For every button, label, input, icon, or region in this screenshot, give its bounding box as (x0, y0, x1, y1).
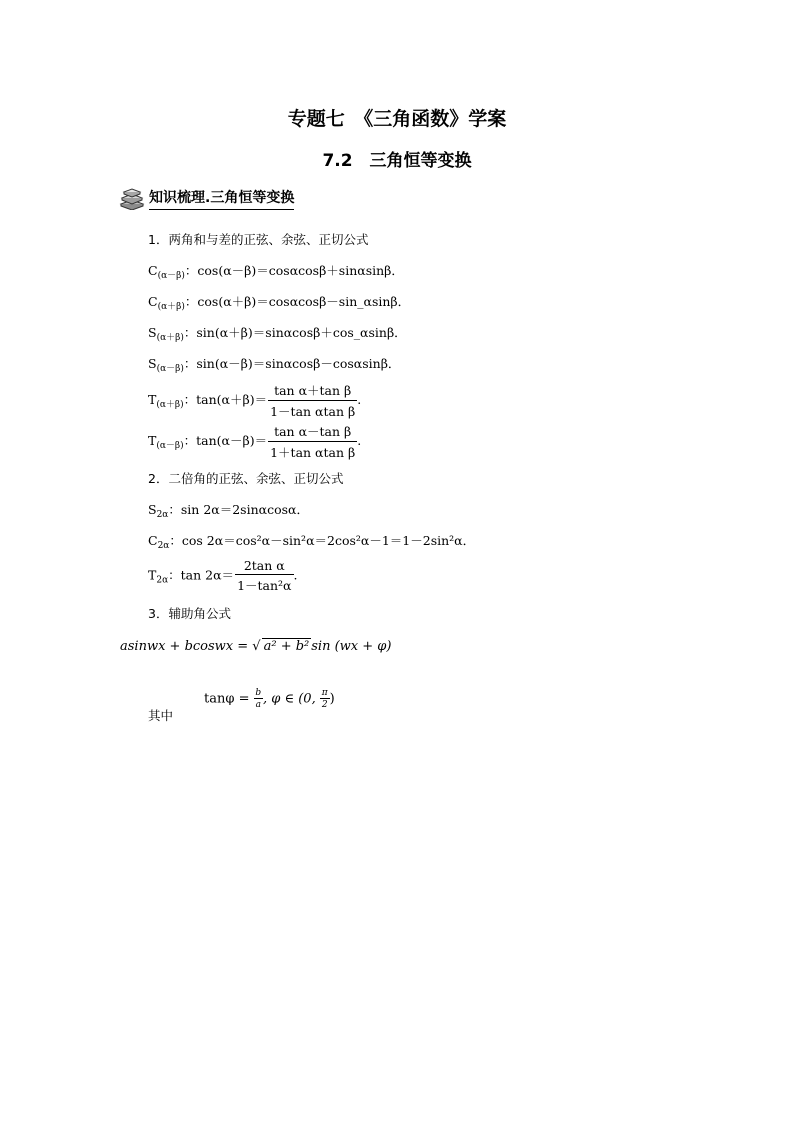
formula-subscript: (α＋β) (156, 333, 184, 343)
formula-end: . (357, 392, 362, 407)
formula-c-plus (148, 292, 410, 312)
page-title: 专题七 《三角函数》学案 (287, 108, 507, 130)
formula-end: . (293, 567, 298, 583)
formula-label: S (148, 325, 157, 340)
formula-label: T (148, 567, 157, 583)
formula-t2 (148, 558, 297, 594)
formula-label: S (148, 356, 157, 371)
formula-lhs: ：tan 2α＝ (168, 567, 235, 583)
formula-subscript: 2α (156, 575, 169, 586)
sqrt-content: a² + b² (263, 639, 310, 654)
formula-body: ：sin(α－β)＝sinαcosβ－cosαsinβ． (183, 356, 401, 371)
fraction-numerator: tan α＋tan β (268, 381, 357, 401)
formula-label: C (148, 263, 158, 278)
fraction-b-over-a (254, 688, 263, 710)
formula-label: T (148, 392, 157, 407)
fraction-denominator: a (255, 700, 261, 710)
fraction (268, 422, 357, 461)
formula-body: ：sin 2α＝2sinαcosα． (168, 502, 309, 517)
formula-label: C (148, 533, 158, 548)
fraction-numerator: tan α－tan β (268, 422, 357, 442)
formula-subscript: (α＋β) (157, 302, 185, 312)
formula-subscript: (α－β) (156, 441, 184, 451)
fraction-denominator: 1－tan²α (237, 578, 292, 593)
formula-body: ：cos 2α＝cos²α－sin²α＝2cos²α－1＝1－2sin²α． (169, 533, 476, 548)
fraction (268, 381, 357, 420)
where-label: 其中 (148, 708, 174, 723)
books-icon (118, 188, 146, 210)
equation-rhs: sin (wx + φ) (311, 639, 392, 654)
formula-s-minus (148, 354, 400, 374)
formula-end: . (357, 433, 362, 448)
formula-body: ：sin(α＋β)＝sinαcosβ＋cos_αsinβ． (183, 325, 407, 340)
fraction-numerator: 2tan α (235, 558, 293, 575)
part1-heading: 1．两角和与差的正弦、余弦、正切公式 (148, 232, 369, 247)
section-heading (118, 187, 294, 210)
formula-subscript: 2α (157, 541, 170, 551)
formula-c-minus (148, 261, 404, 281)
formula-subscript: (α－β) (156, 364, 184, 374)
section-label: 知识梳理.三角恒等变换 (149, 187, 294, 210)
formula-body: ：cos(α＋β)＝cosαcosβ－sin_αsinβ． (184, 294, 411, 309)
formula-label: C (148, 294, 158, 309)
formula-body: ：cos(α－β)＝cosαcosβ＋sinαsinβ． (184, 263, 404, 278)
tan-mid: , φ ∈ (0, (262, 691, 320, 707)
formula-subscript: (α＋β) (156, 400, 184, 410)
formula-label: T (148, 433, 157, 448)
fraction-pi-over-2 (320, 688, 330, 710)
tan-lhs: tanφ = (204, 691, 254, 707)
tan-end: ) (329, 691, 335, 707)
formula-t-plus (148, 381, 361, 420)
formula-subscript: 2α (156, 510, 169, 520)
fraction-denominator: 1－tan αtan β (270, 404, 356, 419)
auxiliary-angle-equation (120, 638, 391, 654)
equation-lhs: asinwx + bcoswx = (120, 639, 253, 654)
formula-lhs: ：tan(α－β)＝ (183, 433, 268, 448)
fraction-numerator: π (321, 688, 328, 698)
part2-heading: 2．二倍角的正弦、余弦、正切公式 (148, 471, 344, 486)
tan-phi-formula (204, 688, 335, 710)
sqrt-sign: √ (252, 639, 261, 654)
formula-s2 (148, 500, 309, 520)
formula-label: S (148, 502, 157, 517)
fraction-denominator: 1＋tan αtan β (270, 445, 356, 460)
part3-heading: 3．辅助角公式 (148, 606, 231, 621)
formula-subscript: (α－β) (157, 271, 185, 281)
formula-lhs: ：tan(α＋β)＝ (183, 392, 268, 407)
fraction-numerator: b (255, 688, 262, 698)
formula-t-minus (148, 422, 361, 461)
fraction (235, 558, 293, 594)
page-subtitle: 7.2 三角恒等变换 (322, 151, 472, 171)
fraction-denominator: 2 (321, 700, 328, 710)
formula-s-plus (148, 323, 407, 343)
formula-c2 (148, 531, 475, 551)
